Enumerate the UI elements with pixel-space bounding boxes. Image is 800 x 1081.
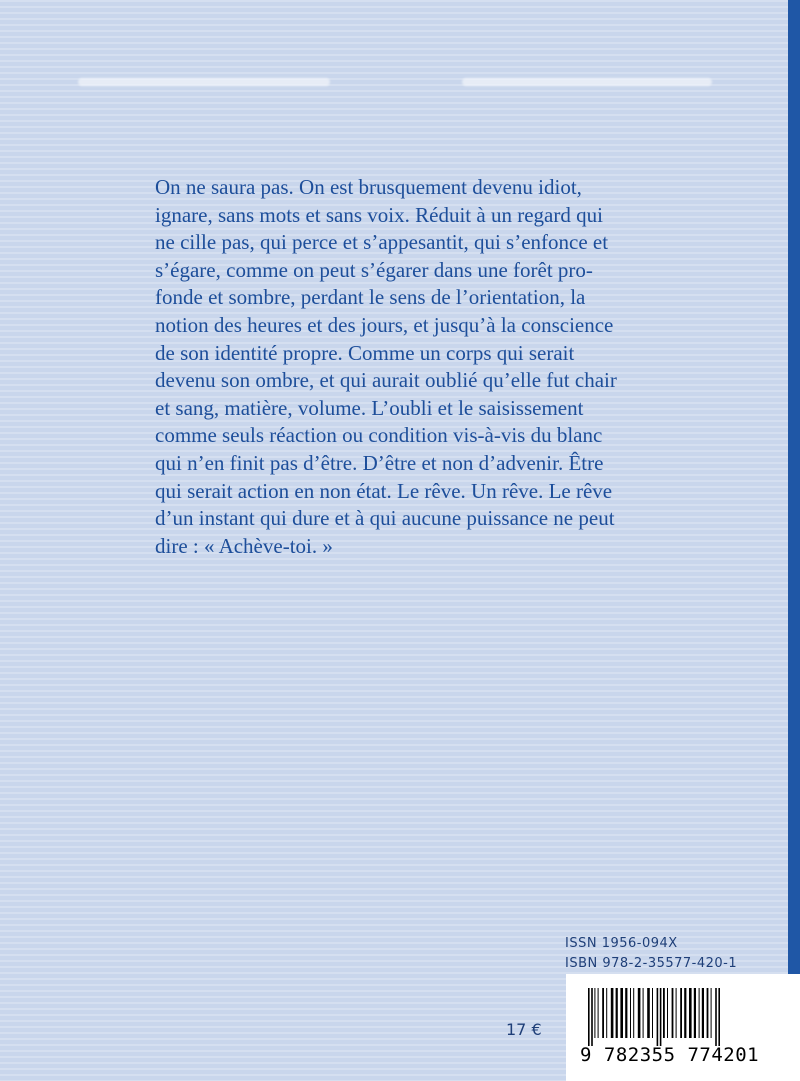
barcode-bar — [638, 988, 641, 1038]
decorative-bar-right — [462, 78, 712, 86]
blurb-line: d’un instant qui dure et à qui aucune puissance ne peut — [155, 506, 615, 531]
barcode-bar — [620, 988, 623, 1038]
barcode-bar — [588, 988, 590, 1046]
blurb-line: dire : « Achève-toi. » — [155, 533, 333, 558]
barcode-bar — [707, 988, 709, 1038]
barcode-bar — [598, 988, 599, 1038]
barcode-bar — [680, 988, 682, 1038]
barcode-bar — [702, 988, 704, 1038]
blurb-line: devenu son ombre, et qui aurait oublié qu’elle fut chair — [155, 368, 617, 393]
blurb-line: de son identité propre. Comme un corps qui serait — [155, 340, 575, 365]
barcode-bar — [652, 988, 653, 1038]
blurb-line: fonde et sombre, perdant le sens de l’orientation, la — [155, 285, 586, 310]
blurb-line: qui serait action en non état. Le rêve. Un rêve. Le rêve — [155, 478, 613, 503]
barcode-bar — [663, 988, 665, 1038]
barcode-digits: 9 782355 774201 — [580, 1044, 760, 1066]
blurb-line: ne cille pas, qui perce et s’appesantit, qui s’enfonce et — [155, 230, 609, 255]
barcode-bar — [657, 988, 659, 1046]
price: 17 € — [506, 1020, 542, 1039]
barcode-label — [566, 974, 800, 1081]
barcode-bar — [676, 988, 677, 1038]
isbn-number: ISBN 978-2-35577-420-1 — [565, 956, 738, 971]
barcode-bar — [699, 988, 700, 1038]
barcode-bar — [602, 988, 604, 1038]
publication-identifiers — [565, 934, 737, 974]
barcode-bar — [591, 988, 593, 1046]
barcode-bar — [630, 988, 631, 1038]
barcode-bar — [684, 988, 686, 1038]
barcode-bar — [633, 988, 634, 1038]
barcode-bar — [672, 988, 674, 1038]
blurb-line: ignare, sans mots et sans voix. Réduit à un regard qui — [155, 202, 603, 227]
issn-number: ISSN 1956-094X — [565, 936, 678, 951]
barcode-bar — [689, 988, 692, 1038]
barcode-bar — [606, 988, 607, 1038]
barcode-bar — [660, 988, 662, 1046]
back-cover-blurb — [155, 174, 655, 560]
barcode-bar — [694, 988, 696, 1038]
barcode-bar — [647, 988, 650, 1038]
blurb-line: notion des heures et des jours, et jusqu’à la conscience — [155, 312, 614, 337]
barcode-bar — [718, 988, 720, 1046]
blurb-line: s’égare, comme on peut s’égarer dans une forêt pro- — [155, 257, 593, 282]
barcode-bar — [594, 988, 595, 1038]
decorative-bar-left — [78, 78, 330, 86]
barcode-icon — [586, 988, 786, 1046]
barcode-bar — [616, 988, 618, 1038]
barcode-bar — [611, 988, 614, 1038]
blurb-line: qui n’en finit pas d’être. D’être et non d’advenir. Être — [155, 450, 604, 475]
barcode-bar — [625, 988, 627, 1038]
blurb-line: comme seuls réaction ou condition vis-à-vis du blanc — [155, 423, 603, 448]
barcode-bar — [667, 988, 668, 1038]
blurb-line: On ne saura pas. On est brusquement devenu idiot, — [155, 175, 582, 199]
barcode-bar — [711, 988, 712, 1038]
spine-strip — [788, 0, 800, 1081]
barcode-bar — [715, 988, 717, 1046]
blurb-line: et sang, matière, volume. L’oubli et le saisissement — [155, 395, 584, 420]
barcode-bar — [643, 988, 644, 1038]
